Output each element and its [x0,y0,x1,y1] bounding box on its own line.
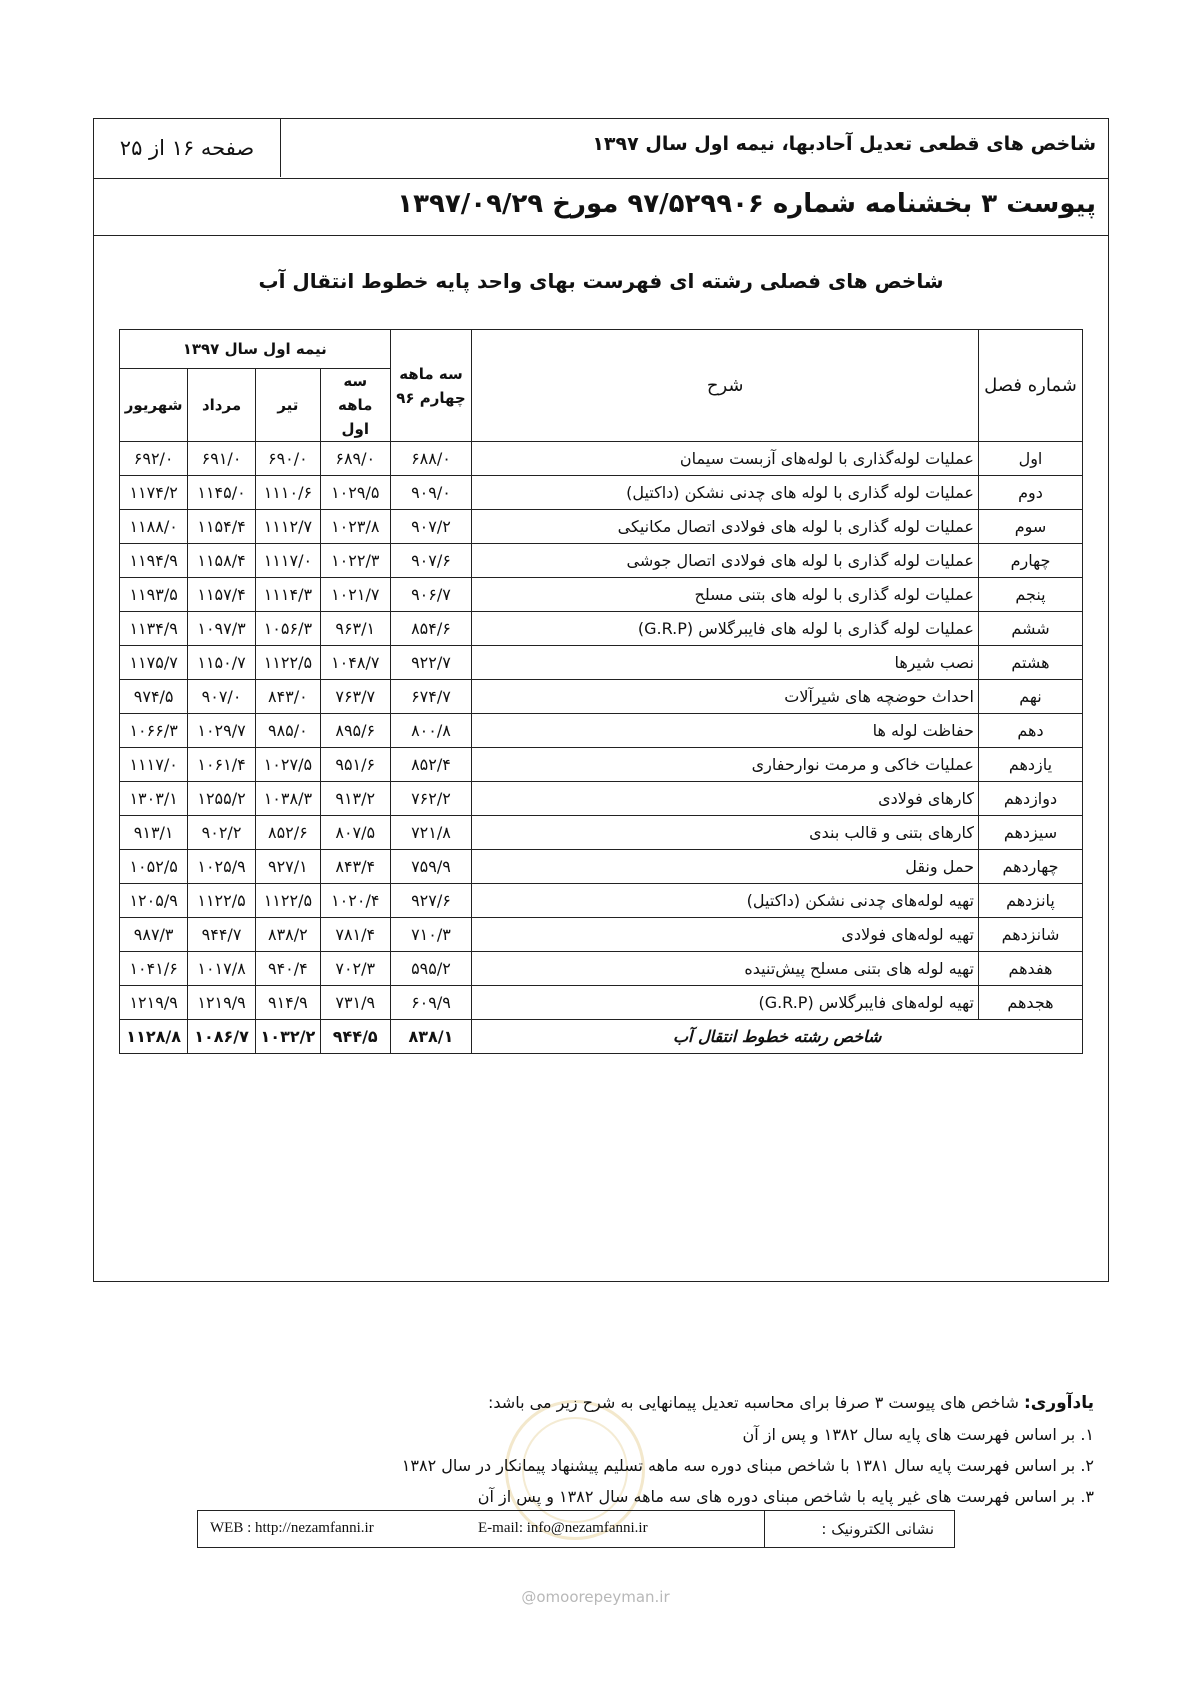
table-row [120,510,1083,544]
cell-desc: تهیه لوله‌های فولادی [472,918,979,952]
table-row [120,952,1083,986]
header-half-1397: نیمه اول سال ۱۳۹۷ [120,330,391,369]
cell-desc: عملیات لوله گذاری با لوله های بتنی مسلح [472,578,979,612]
cell-chapter: پنجم [978,578,1082,612]
notes-head: یادآوری: [1023,1393,1094,1413]
cell-mordad: ۱۰۲۵/۹ [188,850,256,884]
cell-q4: ۶۰۹/۹ [390,986,472,1020]
cell-q4: ۷۲۱/۸ [390,816,472,850]
header-row [94,119,1108,179]
cell-q4: ۹۰۹/۰ [390,476,472,510]
cell-q4: ۵۹۵/۲ [390,952,472,986]
header-tir: تیر [255,369,320,442]
cell-mordad: ۱۰۱۷/۸ [188,952,256,986]
cell-shahrivar: ۱۰۴۱/۶ [120,952,188,986]
cell-tir: ۶۹۰/۰ [255,442,320,476]
cell-shahrivar: ۹۷۴/۵ [120,680,188,714]
header-description: شرح [472,330,979,442]
cell-chapter: دهم [978,714,1082,748]
cell-tir: ۱۱۱۴/۳ [255,578,320,612]
cell-mordad: ۱۲۱۹/۹ [188,986,256,1020]
note-item-2: ۲. بر اساس فهرست پایه سال ۱۳۸۱ با شاخص مبنای دوره سه ماهه تسلیم پیشنهاد پیمانکار در سال ۱۳۸۲ [401,1456,1094,1475]
cell-q4: ۹۰۷/۲ [390,510,472,544]
cell-desc: عملیات لوله گذاری با لوله های فولادی اتصال جوشی [472,544,979,578]
cell-shahrivar: ۱۲۱۹/۹ [120,986,188,1020]
table-row [120,442,1083,476]
cell-desc: عملیات لوله گذاری با لوله های فولادی اتصال مکانیکی [472,510,979,544]
cell-shahrivar: ۹۸۷/۳ [120,918,188,952]
cell-chapter: پانزدهم [978,884,1082,918]
header-q1: سه ماهه اول [320,369,390,442]
cell-mordad: ۱۱۵۷/۴ [188,578,256,612]
cell-chapter: دوازدهم [978,782,1082,816]
contact-box [197,1510,955,1548]
circular-row [94,179,1108,236]
cell-q1: ۹۱۳/۲ [320,782,390,816]
table-row [120,578,1083,612]
cell-tir: ۸۵۲/۶ [255,816,320,850]
cell-q4: ۶۸۸/۰ [390,442,472,476]
cell-mordad: ۱۰۲۹/۷ [188,714,256,748]
cell-chapter: نهم [978,680,1082,714]
cell-chapter: ششم [978,612,1082,646]
cell-q1: ۱۰۴۸/۷ [320,646,390,680]
cell-desc: حفاظت لوله ها [472,714,979,748]
page-number: صفحه ۱۶ از ۲۵ [94,119,281,177]
total-mordad: ۱۰۸۶/۷ [188,1020,256,1054]
cell-tir: ۹۲۷/۱ [255,850,320,884]
cell-shahrivar: ۶۹۲/۰ [120,442,188,476]
cell-q1: ۷۰۲/۳ [320,952,390,986]
cell-tir: ۱۱۱۷/۰ [255,544,320,578]
table-row [120,986,1083,1020]
table-row [120,884,1083,918]
cell-mordad: ۹۴۴/۷ [188,918,256,952]
cell-shahrivar: ۱۱۹۳/۵ [120,578,188,612]
note-item-1: ۱. بر اساس فهرست های پایه سال ۱۳۸۲ و پس از آن [742,1425,1094,1444]
cell-chapter: هجدهم [978,986,1082,1020]
note-item-3: ۳. بر اساس فهرست های غیر پایه با شاخص مبنای دوره های سه ماهه سال ۱۳۸۲ و پس از آن [477,1487,1094,1506]
table-row [120,918,1083,952]
notes-intro: شاخص های پیوست ۳ صرفا برای محاسبه تعدیل پیمانهایی به شرح زیر می باشد: [488,1393,1024,1412]
header-mordad: مرداد [188,369,256,442]
cell-shahrivar: ۹۱۳/۱ [120,816,188,850]
cell-q1: ۸۰۷/۵ [320,816,390,850]
contact-label: نشانی الکترونیک : [764,1511,954,1547]
cell-q1: ۶۸۹/۰ [320,442,390,476]
cell-q4: ۸۰۰/۸ [390,714,472,748]
cell-q1: ۷۶۳/۷ [320,680,390,714]
cell-q4: ۹۰۷/۶ [390,544,472,578]
total-q1: ۹۴۴/۵ [320,1020,390,1054]
cell-q4: ۹۲۲/۷ [390,646,472,680]
cell-desc: نصب شیرها [472,646,979,680]
cell-desc: عملیات لوله گذاری با لوله های چدنی نشکن (داکتیل) [472,476,979,510]
table-row [120,544,1083,578]
email-link[interactable]: E-mail: info@nezamfanni.ir [478,1520,648,1536]
cell-mordad: ۹۰۲/۲ [188,816,256,850]
cell-q1: ۱۰۲۱/۷ [320,578,390,612]
table-row [120,748,1083,782]
cell-shahrivar: ۱۰۵۲/۵ [120,850,188,884]
cell-mordad: ۱۱۴۵/۰ [188,476,256,510]
header-shahrivar: شهریور [120,369,188,442]
total-shahrivar: ۱۱۲۸/۸ [120,1020,188,1054]
header-q4-96: سه ماهه چهارم ۹۶ [390,330,472,442]
cell-desc: حمل ونقل [472,850,979,884]
cell-chapter: شانزدهم [978,918,1082,952]
cell-chapter: سوم [978,510,1082,544]
cell-chapter: هفدهم [978,952,1082,986]
cell-tir: ۹۸۵/۰ [255,714,320,748]
cell-mordad: ۱۱۵۴/۴ [188,510,256,544]
cell-chapter: چهارم [978,544,1082,578]
cell-shahrivar: ۱۱۸۸/۰ [120,510,188,544]
cell-q4: ۸۵۲/۴ [390,748,472,782]
table-row [120,680,1083,714]
cell-shahrivar: ۱۳۰۳/۱ [120,782,188,816]
cell-shahrivar: ۱۰۶۶/۳ [120,714,188,748]
cell-tir: ۱۱۲۲/۵ [255,884,320,918]
cell-mordad: ۱۰۹۷/۳ [188,612,256,646]
cell-chapter: سیزدهم [978,816,1082,850]
cell-q1: ۹۵۱/۶ [320,748,390,782]
cell-shahrivar: ۱۱۱۷/۰ [120,748,188,782]
cell-mordad: ۱۲۵۵/۲ [188,782,256,816]
cell-chapter: دوم [978,476,1082,510]
table-row [120,714,1083,748]
cell-q4: ۸۵۴/۶ [390,612,472,646]
cell-tir: ۱۱۱۲/۷ [255,510,320,544]
cell-q1: ۸۹۵/۶ [320,714,390,748]
cell-desc: تهیه لوله‌های فایبرگلاس (G.R.P) [472,986,979,1020]
total-label: شاخص رشته خطوط انتقال آب [472,1020,1083,1054]
cell-desc: کارهای بتنی و قالب بندی [472,816,979,850]
table-row [120,476,1083,510]
cell-q1: ۹۶۳/۱ [320,612,390,646]
cell-desc: تهیه لوله های بتنی مسلح پیش‌تنیده [472,952,979,986]
cell-desc: عملیات لوله گذاری با لوله های فایبرگلاس (G.R.P) [472,612,979,646]
cell-mordad: ۱۰۶۱/۴ [188,748,256,782]
total-row [120,1020,1083,1054]
cell-mordad: ۶۹۱/۰ [188,442,256,476]
cell-tir: ۱۰۲۷/۵ [255,748,320,782]
cell-shahrivar: ۱۱۳۴/۹ [120,612,188,646]
cell-q4: ۹۰۶/۷ [390,578,472,612]
cell-mordad: ۱۱۲۲/۵ [188,884,256,918]
cell-q1: ۱۰۲۰/۴ [320,884,390,918]
cell-shahrivar: ۱۲۰۵/۹ [120,884,188,918]
circular-reference: پیوست ۳ بخشنامه شماره ۹۷/۵۲۹۹۰۶ مورخ ۱۳۹۷/۰۹/۲۹ [397,189,1096,219]
cell-mordad: ۱۱۵۰/۷ [188,646,256,680]
document-title: شاخص های قطعی تعدیل آحادبها، نیمه اول سال ۱۳۹۷ [592,133,1096,155]
cell-tir: ۱۰۵۶/۳ [255,612,320,646]
table-row [120,850,1083,884]
table-row [120,646,1083,680]
table-title: شاخص های فصلی رشته ای فهرست بهای واحد پایه خطوط انتقال آب [258,269,944,293]
cell-q4: ۶۷۴/۷ [390,680,472,714]
table-row [120,612,1083,646]
web-link[interactable]: WEB : http://nezamfanni.ir [210,1520,374,1536]
index-table [119,329,1083,1054]
total-tir: ۱۰۳۲/۲ [255,1020,320,1054]
cell-shahrivar: ۱۱۹۴/۹ [120,544,188,578]
cell-desc: کارهای فولادی [472,782,979,816]
cell-q4: ۷۶۲/۲ [390,782,472,816]
cell-desc: احداث حوضچه های شیرآلات [472,680,979,714]
cell-tir: ۱۱۱۰/۶ [255,476,320,510]
header-chapter: شماره فصل [978,330,1082,442]
cell-shahrivar: ۱۱۷۴/۲ [120,476,188,510]
cell-desc: عملیات خاکی و مرمت نوارحفاری [472,748,979,782]
cell-q1: ۷۳۱/۹ [320,986,390,1020]
cell-tir: ۹۴۰/۴ [255,952,320,986]
table-row [120,782,1083,816]
cell-tir: ۹۱۴/۹ [255,986,320,1020]
cell-q1: ۸۴۳/۴ [320,850,390,884]
cell-q4: ۷۵۹/۹ [390,850,472,884]
cell-chapter: یازدهم [978,748,1082,782]
watermark-url: @omoorepeyman.ir [521,1588,670,1606]
total-q4: ۸۳۸/۱ [390,1020,472,1054]
cell-q1: ۱۰۲۳/۸ [320,510,390,544]
cell-tir: ۸۳۸/۲ [255,918,320,952]
cell-q4: ۹۲۷/۶ [390,884,472,918]
cell-chapter: هشتم [978,646,1082,680]
cell-mordad: ۱۱۵۸/۴ [188,544,256,578]
cell-q1: ۱۰۲۲/۳ [320,544,390,578]
cell-q1: ۱۰۲۹/۵ [320,476,390,510]
cell-mordad: ۹۰۷/۰ [188,680,256,714]
table-row [120,816,1083,850]
cell-chapter: چهاردهم [978,850,1082,884]
cell-desc: تهیه لوله‌های چدنی نشکن (داکتیل) [472,884,979,918]
cell-tir: ۸۴۳/۰ [255,680,320,714]
cell-chapter: اول [978,442,1082,476]
cell-tir: ۱۰۳۸/۳ [255,782,320,816]
cell-shahrivar: ۱۱۷۵/۷ [120,646,188,680]
cell-q1: ۷۸۱/۴ [320,918,390,952]
cell-desc: عملیات لوله‌گذاری با لوله‌های آزبست سیمان [472,442,979,476]
notes [402,1387,1094,1512]
cell-q4: ۷۱۰/۳ [390,918,472,952]
cell-tir: ۱۱۲۲/۵ [255,646,320,680]
page-frame [93,118,1109,1282]
